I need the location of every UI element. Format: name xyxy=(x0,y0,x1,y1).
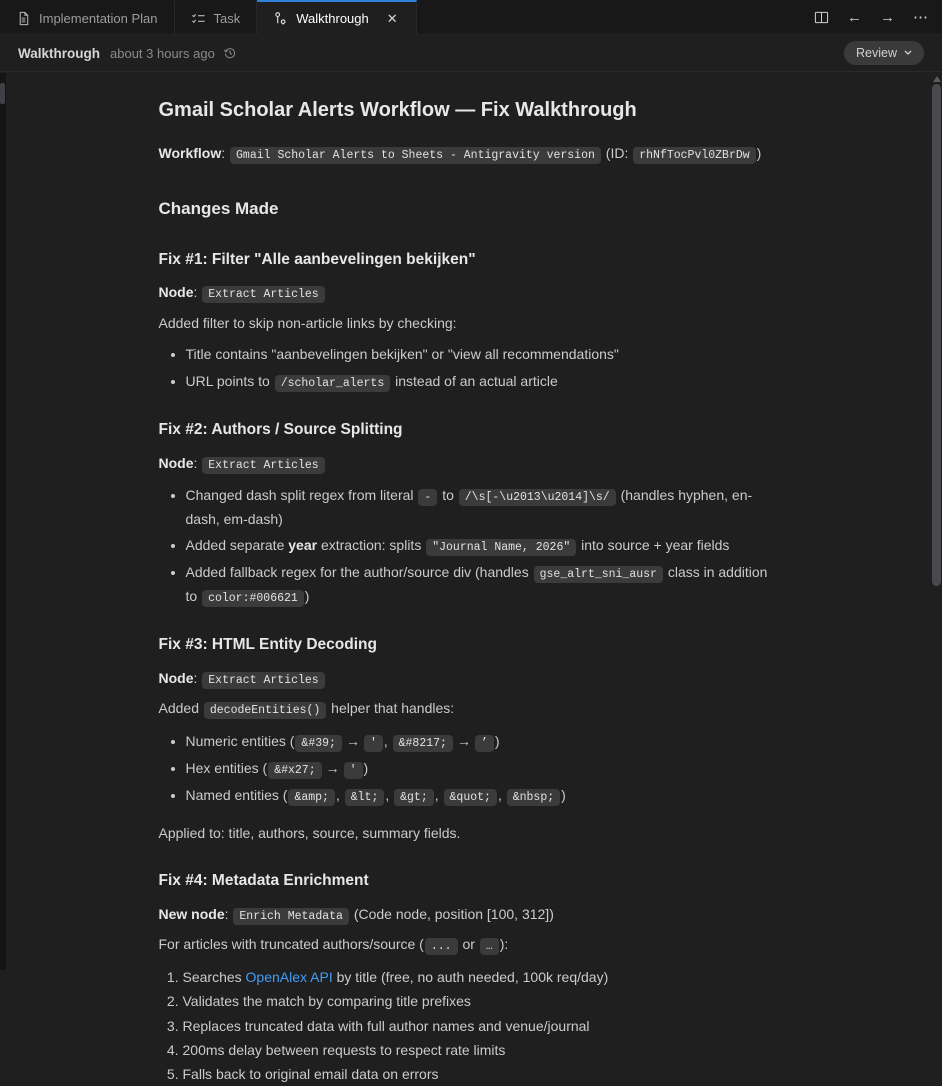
list-item xyxy=(186,484,779,530)
workflow-label: Workflow xyxy=(158,145,222,161)
code-chip: gse_alrt_sni_ausr xyxy=(534,566,663,583)
code-chip: ' xyxy=(344,762,363,779)
workflow-id-suffix: ) xyxy=(756,145,762,161)
code-chip: ’ xyxy=(475,735,494,752)
text-run: Added fallback regex for the author/source div (handles xyxy=(185,564,533,581)
fix4-steps xyxy=(159,966,779,1086)
text-run: Searches xyxy=(182,968,246,985)
fix3-applied: Applied to: title, authors, source, summary fields. xyxy=(158,824,461,841)
file-icon xyxy=(16,11,31,26)
code-chip: … xyxy=(480,938,499,955)
openalex-api-link[interactable]: OpenAlex API xyxy=(245,968,333,985)
list-item xyxy=(186,561,779,608)
text-run: Hex entities ( xyxy=(185,760,268,777)
list-item xyxy=(183,966,779,988)
review-button-label: Review xyxy=(856,46,897,60)
text-run: URL points to xyxy=(185,372,274,389)
workflow-id-prefix: (ID: xyxy=(601,145,633,161)
tab-implementation-plan[interactable] xyxy=(0,0,175,34)
fix1-node-line xyxy=(159,281,779,304)
list-item: • Title contains "aanbevelingen bekijken" or "view all recommendations" xyxy=(186,343,779,365)
text-run: , xyxy=(497,787,506,804)
text-run: instead of an actual article xyxy=(391,372,558,389)
tab-label: Walkthrough xyxy=(296,10,369,26)
text-run: , xyxy=(434,787,443,804)
node-colon: : xyxy=(193,454,202,471)
list-item: 5. Falls back to original email data on errors xyxy=(183,1063,779,1085)
fix1-list xyxy=(159,343,779,393)
list-item: 2. Validates the match by comparing title prefixes xyxy=(183,990,779,1012)
code-chip: &#x27; xyxy=(268,762,321,779)
code-chip: &#39; xyxy=(295,735,342,752)
history-icon xyxy=(223,46,237,60)
text-run: by title (free, no auth needed, 100k req/day) xyxy=(332,968,609,985)
code-chip: /\s[-\u2013\u2014]\s/ xyxy=(459,489,616,506)
text-run: ) xyxy=(363,760,369,777)
text-run: Numeric entities ( xyxy=(185,732,295,749)
text-run: ) xyxy=(494,732,500,749)
workflow-id-chip: rhNfTocPvl0ZBrDw xyxy=(633,147,755,164)
tab-bar xyxy=(0,0,942,35)
code-chip: &lt; xyxy=(345,789,385,806)
changes-made-heading: Changes Made xyxy=(158,199,279,219)
node-label: Node xyxy=(158,454,194,471)
fix1-heading: Fix #1: Filter "Alle aanbevelingen bekijken" xyxy=(158,250,476,268)
text-run: Changed dash split regex from literal xyxy=(185,487,418,504)
fix3-heading: Fix #3: HTML Entity Decoding xyxy=(158,636,377,654)
tab-task[interactable] xyxy=(175,0,258,34)
text-run: to xyxy=(438,487,458,504)
tab-label: Task xyxy=(213,10,241,26)
header-timestamp: about 3 hours ago xyxy=(110,45,215,61)
text-run: class in addition to xyxy=(185,564,768,604)
list-item xyxy=(186,784,779,807)
scroll-up-arrow-icon[interactable] xyxy=(933,76,941,82)
fix3-intro xyxy=(159,697,779,720)
workflow-colon: : xyxy=(221,145,230,161)
code-chip: decodeEntities() xyxy=(204,702,326,719)
text-run: helper that handles: xyxy=(327,700,455,717)
split-editor-icon[interactable] xyxy=(814,10,829,25)
tab-label: Implementation Plan xyxy=(39,10,158,26)
text-run: or xyxy=(458,936,479,953)
editor-actions xyxy=(800,0,942,34)
back-icon[interactable]: ← xyxy=(847,8,862,26)
fix3-list xyxy=(159,730,779,808)
review-button[interactable] xyxy=(844,41,924,65)
code-chip: &nbsp; xyxy=(507,789,560,806)
arrow-glyph: → xyxy=(345,732,360,749)
year-bold: year xyxy=(288,536,318,553)
list-item xyxy=(186,730,779,753)
forward-icon[interactable]: → xyxy=(880,8,895,26)
code-chip: - xyxy=(418,489,437,506)
page-title: Gmail Scholar Alerts Workflow — Fix Walkthrough xyxy=(158,99,637,121)
node-chip: Enrich Metadata xyxy=(233,908,349,925)
code-chip: color:#006621 xyxy=(202,590,304,607)
header-title: Walkthrough xyxy=(18,45,100,61)
node-colon: : xyxy=(193,669,202,686)
code-chip: ... xyxy=(425,938,458,955)
fix1-intro: Added filter to skip non-article links by checking: xyxy=(158,314,457,331)
list-item: 3. Replaces truncated data with full author names and venue/journal xyxy=(183,1015,779,1037)
arrow-glyph: → xyxy=(325,760,340,777)
code-chip: &quot; xyxy=(444,789,497,806)
arrow-glyph: → xyxy=(456,732,471,749)
text-run: , xyxy=(385,787,394,804)
walkthrough-header xyxy=(0,35,942,72)
node-colon: : xyxy=(193,284,202,301)
list-item: 4. 200ms delay between requests to respect rate limits xyxy=(183,1039,779,1061)
scrollbar-thumb[interactable] xyxy=(932,84,941,586)
code-chip: &amp; xyxy=(288,789,335,806)
workflow-line xyxy=(159,142,779,165)
fix2-heading: Fix #2: Authors / Source Splitting xyxy=(158,420,403,438)
text-run: into source + year fields xyxy=(577,536,730,553)
code-chip: ' xyxy=(364,735,383,752)
list-item xyxy=(186,534,779,557)
text-run: ) xyxy=(304,587,310,604)
workflow-name-chip: Gmail Scholar Alerts to Sheets - Antigravity version xyxy=(230,147,601,164)
vertical-scrollbar[interactable] xyxy=(931,73,942,970)
fix2-list xyxy=(159,484,779,608)
text-run: , xyxy=(383,732,392,749)
fix4-heading: Fix #4: Metadata Enrichment xyxy=(158,872,369,890)
list-item xyxy=(186,370,779,393)
text-run: ): xyxy=(499,936,509,953)
node-label: Node xyxy=(158,284,194,301)
text-run: (Code node, position [100, 312]) xyxy=(349,906,554,923)
text-run: Added xyxy=(158,700,203,717)
node-chip: Extract Articles xyxy=(202,286,324,303)
fix4-intro xyxy=(159,933,779,956)
close-icon[interactable]: ✕ xyxy=(386,10,398,26)
walkthrough-icon xyxy=(273,11,288,26)
markdown-page xyxy=(159,73,779,1086)
walkthrough-content xyxy=(6,73,931,1083)
checklist-icon xyxy=(191,11,206,26)
tab-walkthrough[interactable] xyxy=(257,0,416,35)
code-chip: /scholar_alerts xyxy=(275,375,391,392)
node-chip: Extract Articles xyxy=(202,457,324,474)
code-chip: &gt; xyxy=(394,789,434,806)
text-run: , xyxy=(335,787,344,804)
fix4-node-line xyxy=(159,903,779,926)
text-run: For articles with truncated authors/source ( xyxy=(158,936,424,953)
chevron-down-icon xyxy=(904,50,912,56)
text-run: ) xyxy=(561,787,566,804)
node-colon: : xyxy=(224,906,233,923)
fix2-node-line xyxy=(159,452,779,475)
left-scroll-marker xyxy=(0,83,5,104)
node-label: New node xyxy=(158,906,225,923)
more-actions-icon[interactable]: ⋯ xyxy=(913,9,928,26)
code-chip: &#8217; xyxy=(393,735,453,752)
fix3-node-line xyxy=(159,667,779,690)
text-run: extraction: splits xyxy=(317,536,426,553)
list-item xyxy=(186,757,779,780)
text-run: Named entities ( xyxy=(185,787,288,804)
node-label: Node xyxy=(158,669,194,686)
node-chip: Extract Articles xyxy=(202,672,324,689)
text-run: (handles hyphen, en-dash, em-dash) xyxy=(185,487,753,527)
code-chip: "Journal Name, 2026" xyxy=(426,539,576,556)
text-run: Added separate xyxy=(185,536,289,553)
